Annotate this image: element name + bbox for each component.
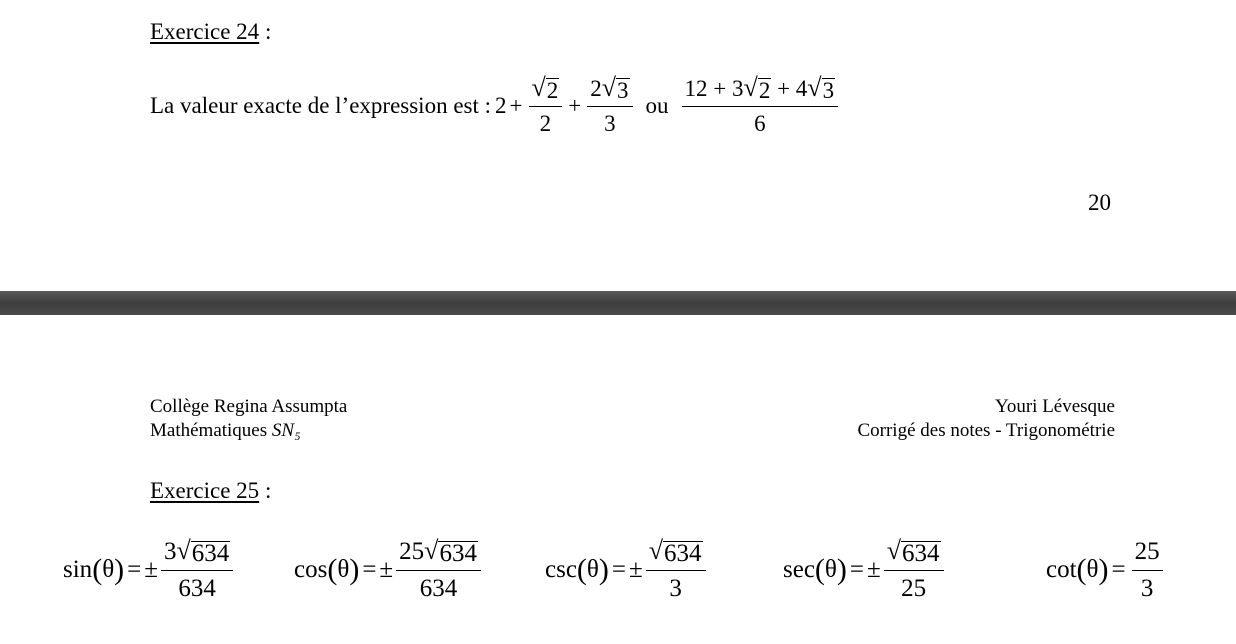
document-title: Corrigé des notes - Trigonométrie (857, 420, 1115, 441)
formula-csc: csc ( θ ) = ± √ 634 3 (545, 532, 709, 608)
expression-sum-form: 2 + √ 2 2 + 2 √ 3 3 (491, 74, 636, 139)
page-separator (0, 291, 1236, 315)
formula-cos: cos ( θ ) = ± 25 √ 634 634 (294, 532, 484, 608)
school-name: Collège Regina Assumpta (150, 396, 348, 417)
exercise-24-answer (150, 68, 841, 144)
or-word: ou (645, 93, 669, 118)
expression-single-fraction: 12 + 3 √ 2 + 4 √ 3 6 (679, 74, 842, 139)
author-name: Youri Lévesque (995, 396, 1115, 417)
exercise-24-title: Exercice 24 (150, 19, 260, 44)
page-number: 20 (1088, 190, 1111, 215)
formula-sin: sin ( θ ) = ± 3 √ 634 634 (63, 532, 236, 608)
header-left (150, 395, 347, 443)
formula-sec: sec ( θ ) = ± √ 634 25 (783, 532, 947, 608)
answer-sentence: La valeur exacte de l’expression est : (150, 93, 492, 118)
header-right (857, 395, 1115, 443)
course-name: Mathématiques SN₅ (150, 420, 301, 441)
exercise-25-heading: Exercice 25 : (150, 478, 272, 503)
exercise-25-title: Exercice 25 (150, 478, 260, 503)
fraction-2root3-over-3: 2 √ 3 3 (587, 74, 632, 139)
fraction-root2-over-2: √ 2 2 (529, 74, 563, 139)
exercise-24-heading: Exercice 24 : (150, 19, 272, 44)
formula-cot: cot ( θ ) = $\frac{25}{3}$ (1046, 532, 1166, 608)
